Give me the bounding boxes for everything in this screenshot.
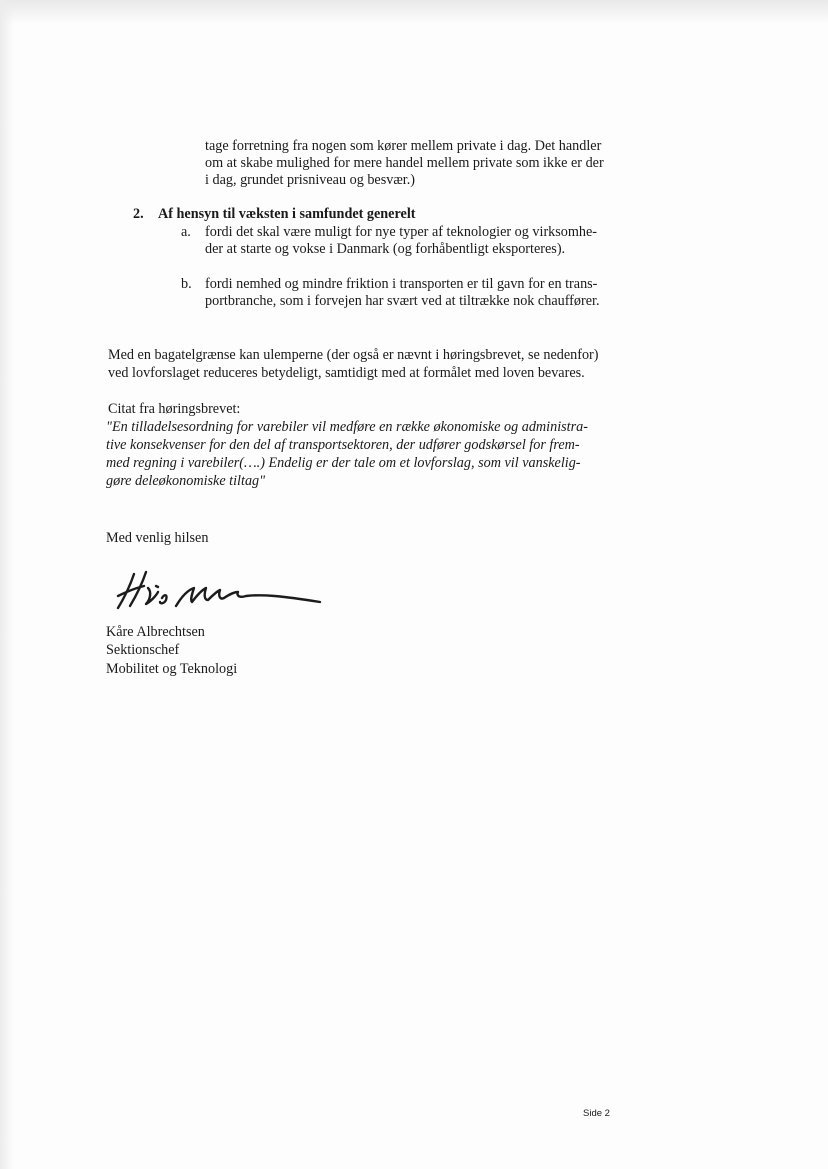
scan-shadow-left	[0, 0, 14, 1169]
signer-name: Kåre Albrechtsen	[106, 624, 205, 640]
intro-line: om at skabe mulighed for mere handel mellem private som ikke er der	[205, 155, 604, 171]
intro-line: i dag, grundet prisniveau og besvær.)	[205, 172, 416, 188]
list-item-line: der at starte og vokse i Danmark (og forhåbentligt eksporteres).	[205, 241, 566, 257]
page-number: Side 2	[583, 1108, 610, 1119]
list-item-line: fordi nemhed og mindre friktion i transporten er til gavn for en trans-	[205, 276, 598, 292]
quote-line: "En tilladelsesordning for varebiler vil medføre en række økonomiske og administra-	[106, 419, 588, 435]
signer-title: Sektionschef	[106, 642, 180, 658]
list-item-line: portbranche, som i forvejen har svært ved at tiltrække nok chauffører.	[205, 293, 600, 309]
list-item-line: fordi det skal være muligt for nye typer af teknologier og virksomhe-	[205, 224, 598, 240]
quote-line: med regning i varebiler(….) Endelig er der tale om et lovforslag, som vil vanskelig-	[106, 455, 581, 471]
scan-shadow-top	[0, 0, 828, 24]
closing-greeting: Med venlig hilsen	[106, 530, 209, 546]
section-number: 2.	[133, 206, 144, 222]
signer-department: Mobilitet og Teknologi	[106, 661, 238, 677]
quote-label: Citat fra høringsbrevet:	[108, 401, 241, 417]
body-paragraph-line: ved lovforslaget reduceres betydeligt, samtidigt med at formålet med loven bevares.	[108, 365, 585, 381]
quote-line: gøre deleøkonomiske tiltag"	[106, 473, 266, 489]
list-marker: a.	[181, 224, 191, 240]
section-heading: Af hensyn til væksten i samfundet generelt	[158, 206, 416, 222]
list-marker: b.	[181, 276, 192, 292]
handwritten-signature	[112, 566, 332, 616]
body-paragraph-line: Med en bagatelgrænse kan ulemperne (der også er nævnt i høringsbrevet, se nedenfor)	[108, 347, 599, 363]
quote-line: tive konsekvenser for den del af transportsektoren, der udfører godskørsel for frem-	[106, 437, 580, 453]
intro-line: tage forretning fra nogen som kører mellem private i dag. Det handler	[205, 138, 602, 154]
